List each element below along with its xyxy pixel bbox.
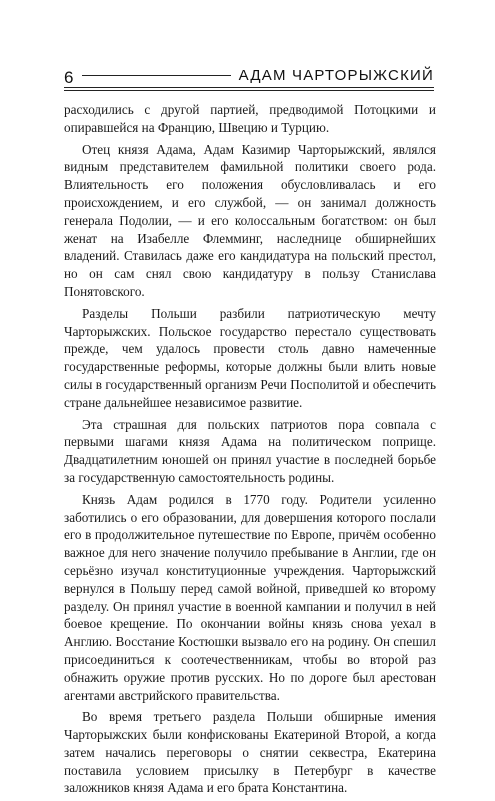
paragraph: Князь Адам родился в 1770 году. Родители усиленно заботились о его образовании, для довершения которого послали его в продолжительное путешествие по Европе, причём особенно важное для него значение получило пребывание в Англии, где он серьёзно изучал конституционные учреждения. Чарторыжский вернулся в Польшу перед самой войной, приведшей ко второму разделу. Он принял участие в военной кампании и получил в ней боевое крещение. По окончании войны князь снова уехал в Англию. Восстание Костюшки вызвало его на родину. Он спешил присоединиться к соотечественникам, чтобы во второй раз обнажить оружие против русских. Но по дороге был арестован агентами австрийского правительства. [64,491,436,703]
paragraph: Отец князя Адама, Адам Казимир Чарторыжский, являлся видным представителем фамильной политики своего рода. Влиятельность его положения обусловливалась и его происхождением, и его службой, — он занимал должность генерала Подолии, — и его колоссальным богатством: он был женат на Изабелле Флемминг, наследнице обширнейших владений. Ставилась даже его кандидатура на польский престол, но он сам снял свою кандидатуру в пользу Станислава Понятовского. [64,141,436,299]
header-rule-bottom [64,87,434,88]
paragraph: Эта страшная для польских патриотов пора совпала с первыми шагами князя Адама на политическом поприще. Двадцатилетним юношей он принял участие в последней борьбе за государственную самостоятельность родины. [64,416,436,485]
paragraph: Разделы Польши разбили патриотическую мечту Чарторыжских. Польское государство перестало существовать прежде, чем удалось провести столь давно намеченные государственные реформы, которые должны были влить новые силы в государственный организм Речи Посполитой и обеспечить стране дальнейшее независимое развитие. [64,305,436,410]
paragraph: расходились с другой партией, предводимой Потоцкими и опиравшейся на Францию, Швецию и Турцию. [64,102,436,135]
paragraph: Во время третьего раздела Польши обширные имения Чарторыжских были конфискованы Екатериной Второй, а когда затем начались переговоры о снятии секвестра, Екатерина поставила условием присылку в Петербург в качестве заложников князя Адама и его брата Константина. [64,709,436,796]
running-header [64,68,434,94]
header-rule-bottom-double [64,90,434,91]
body-text [64,101,436,801]
page-number: 6 [64,68,74,87]
running-title: АДАМ ЧАРТОРЫЖСКИЙ [231,67,434,85]
